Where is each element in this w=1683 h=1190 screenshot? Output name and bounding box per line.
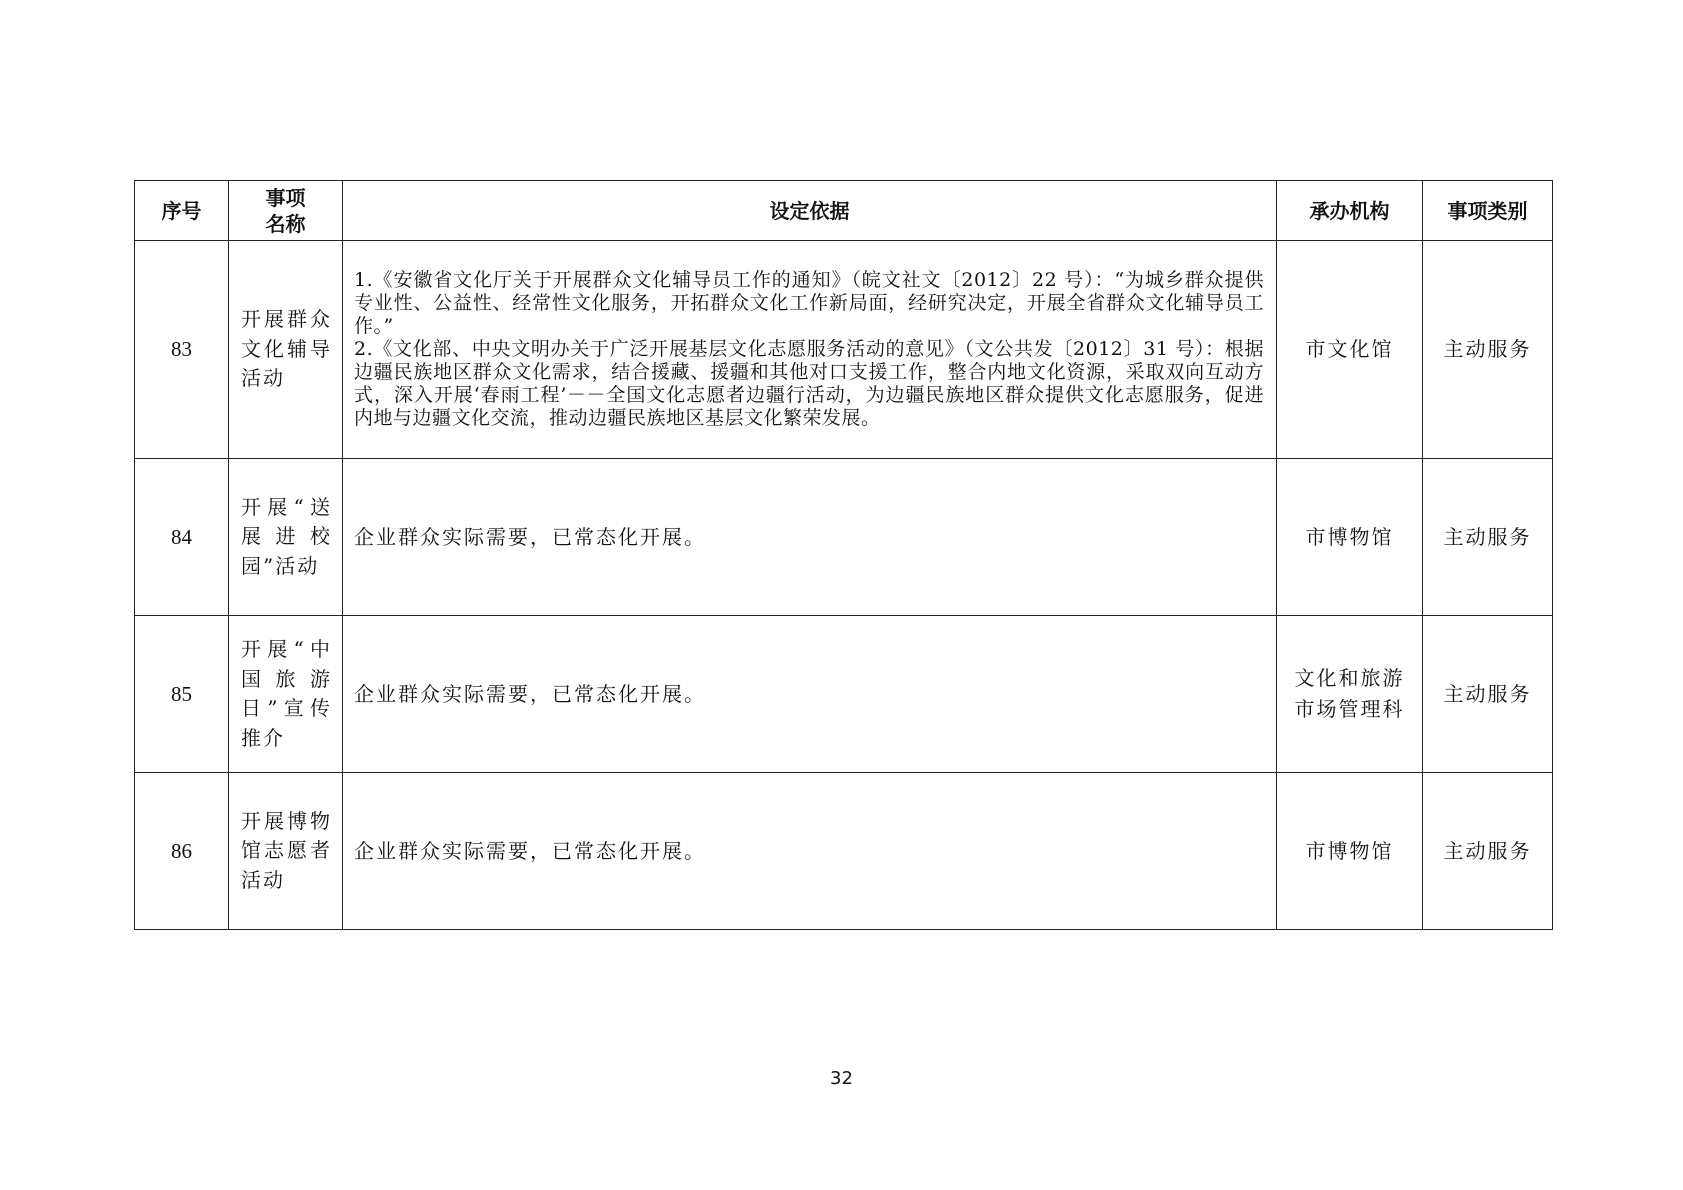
row-org [1277,773,1423,930]
basis-item: 企业群众实际需要，已常态化开展。 [354,681,706,706]
row-basis [343,241,1277,459]
table-header-row [135,181,1553,241]
row-seq: 83 [135,241,229,459]
row-org-text: 市文化馆 [1305,337,1394,361]
row-basis [343,773,1277,930]
basis-item: 1.《安徽省文化厅关于开展群众文化辅导员工作的通知》（皖文社文〔2012〕22 号）：“为城乡群众提供专业性、公益性、经常性文化服务，开拓群众文化工作新局面，经研究决定，开展全省群众文化辅导员工作。” [354,269,1264,337]
row-org [1277,459,1423,616]
row-seq: 84 [135,459,229,616]
row-name [229,459,343,616]
basis-item: 2.《文化部、中央文明办关于广泛开展基层文化志愿服务活动的意见》（文公共发〔2012〕31 号）：根据边疆民族地区群众文化需求，结合援藏、援疆和其他对口支援工作，整合内地文化资源，采取双向互动方式，深入开展‘春雨工程’－－全国文化志愿者边疆行活动，为边疆民族地区群众提供文化志愿服务，促进内地与边疆文化交流，推动边疆民族地区基层文化繁荣发展。 [354,338,1264,429]
row-name-text: 开展“中国旅游日”宣传推介 [241,637,332,750]
header-name-text: 事项名称 [265,185,306,236]
row-org-text: 市博物馆 [1305,838,1394,863]
row-name-text: 开展“送展进校园”活动 [241,494,332,578]
row-category: 主动服务 [1423,459,1553,616]
page-number: 32 [830,1068,853,1089]
header-basis: 设定依据 [343,181,1277,241]
basis-item: 企业群众实际需要，已常态化开展。 [354,838,706,863]
header-org: 承办机构 [1277,181,1423,241]
row-category: 主动服务 [1423,773,1553,930]
row-seq: 86 [135,773,229,930]
row-basis [343,616,1277,773]
row-name [229,241,343,459]
row-org-text: 市博物馆 [1305,524,1394,549]
header-category: 事项类别 [1423,181,1553,241]
row-name [229,773,343,930]
row-org [1277,616,1423,773]
row-basis [343,459,1277,616]
table-row [135,616,1553,773]
table-row [135,459,1553,616]
table-row [135,241,1553,459]
row-name-text: 开展博物馆志愿者活动 [241,808,332,892]
basis-item: 企业群众实际需要，已常态化开展。 [354,524,706,549]
header-seq: 序号 [135,181,229,241]
table-row [135,773,1553,930]
row-org [1277,241,1423,459]
row-seq: 85 [135,616,229,773]
row-org-text: 文化和旅游市场管理科 [1294,666,1405,721]
row-category: 主动服务 [1423,241,1553,459]
header-name [229,181,343,241]
row-name-text: 开展群众文化辅导活动 [241,307,332,391]
items-table [134,180,1553,930]
row-category: 主动服务 [1423,616,1553,773]
row-name [229,616,343,773]
